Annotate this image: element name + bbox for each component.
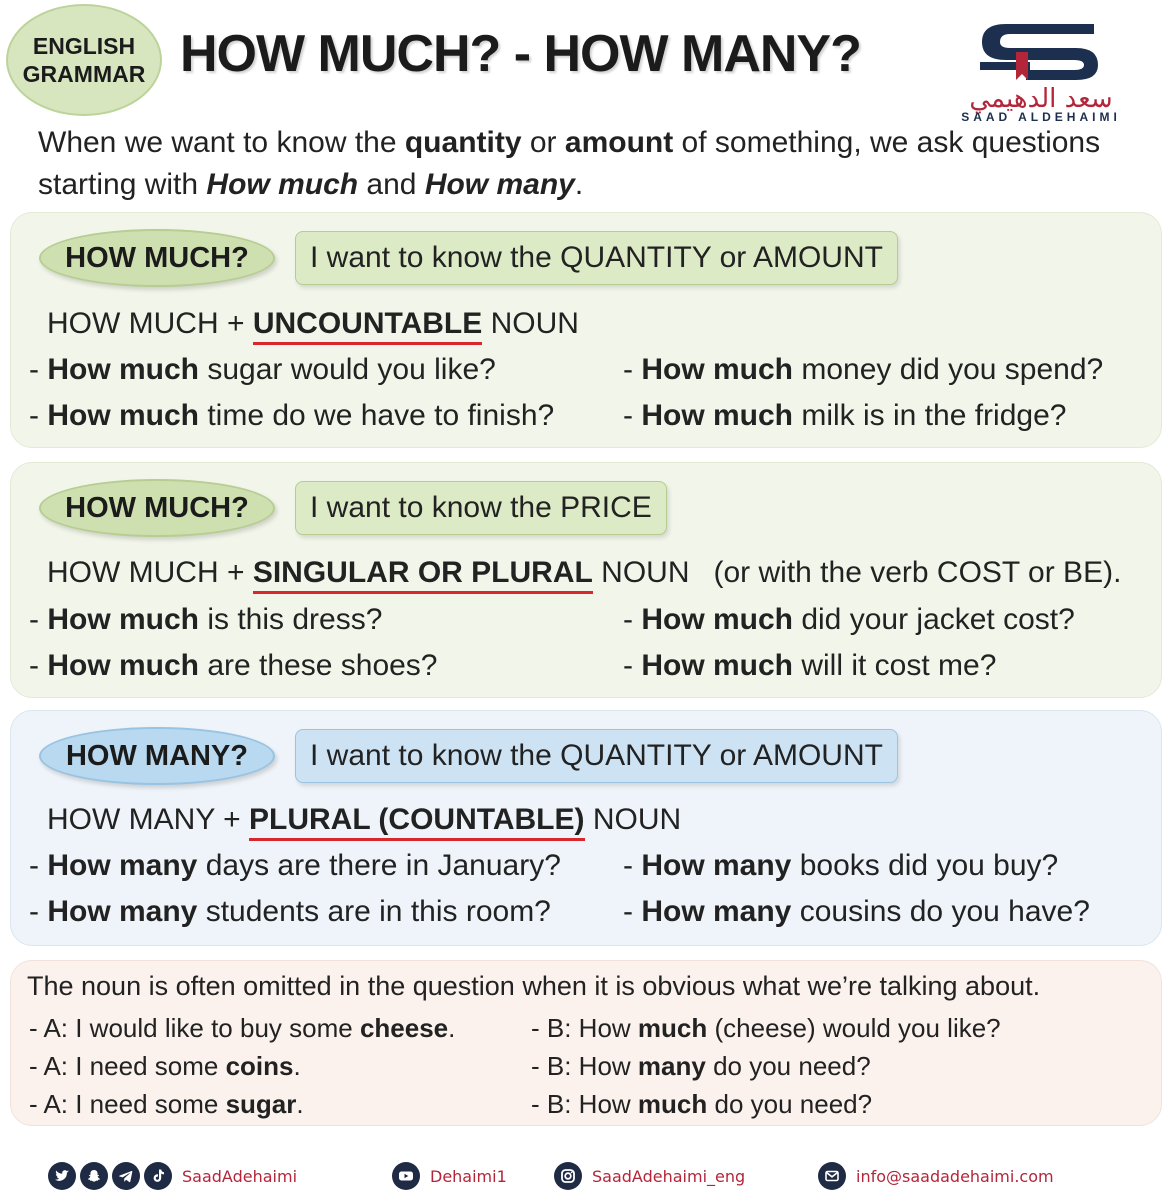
email-address[interactable]: info@saadadehaimi.com bbox=[856, 1166, 1054, 1186]
logo-english-name: SAAD ALDEHAIMI bbox=[961, 110, 1121, 124]
dialogue-b: - B: How much do you need? bbox=[531, 1089, 873, 1119]
twitter-icon[interactable] bbox=[48, 1162, 76, 1190]
section-meaning: I want to know the QUANTITY or AMOUNT bbox=[295, 231, 898, 285]
youtube-handle[interactable]: Dehaimi1 bbox=[430, 1166, 507, 1186]
rule-prefix: HOW MUCH + bbox=[47, 307, 253, 340]
intro-text: or bbox=[521, 126, 565, 159]
example-sentence: - How much is this dress? bbox=[29, 603, 383, 636]
sa-logo-mark-icon bbox=[976, 18, 1102, 84]
intro-text: and bbox=[358, 168, 425, 201]
section-rule bbox=[47, 307, 579, 341]
social-handle[interactable]: SaadAdehaimi bbox=[182, 1166, 298, 1186]
grammar-badge bbox=[6, 4, 162, 116]
example-sentence: - How much money did you spend? bbox=[623, 353, 1104, 386]
intro-bold-amount: amount bbox=[564, 126, 674, 159]
footer-social bbox=[0, 1158, 1172, 1198]
section-meaning: I want to know the PRICE bbox=[295, 481, 667, 535]
example-sentence: - How many days are there in January? bbox=[29, 849, 561, 882]
dialogue-a: - A: I need some coins. bbox=[29, 1051, 301, 1081]
rule-prefix: HOW MUCH + bbox=[47, 556, 253, 589]
rule-prefix: HOW MANY + bbox=[47, 803, 249, 836]
intro-paragraph bbox=[38, 122, 1138, 206]
rule-key: PLURAL (COUNTABLE) bbox=[249, 803, 585, 841]
section-pill: HOW MANY? bbox=[39, 727, 275, 785]
telegram-icon[interactable] bbox=[112, 1162, 140, 1190]
youtube-link[interactable] bbox=[392, 1158, 507, 1194]
rule-key: SINGULAR OR PLURAL bbox=[253, 556, 593, 594]
brand-logo bbox=[918, 16, 1168, 126]
dialogue-b: - B: How much (cheese) would you like? bbox=[531, 1013, 1001, 1043]
tiktok-icon[interactable] bbox=[144, 1162, 172, 1190]
section-how-much-price bbox=[10, 462, 1162, 698]
section-meaning: I want to know the QUANTITY or AMOUNT bbox=[295, 729, 898, 783]
intro-bold-quantity: quantity bbox=[404, 126, 522, 159]
intro-how-many: How many bbox=[424, 168, 575, 201]
dialogue-b: - B: How many do you need? bbox=[531, 1051, 871, 1081]
intro-text: of something, we ask questions starting with bbox=[38, 126, 1101, 201]
instagram-icon[interactable] bbox=[554, 1162, 582, 1190]
section-how-much-quantity bbox=[10, 212, 1162, 448]
rule-key: UNCOUNTABLE bbox=[253, 307, 482, 345]
example-sentence: - How much sugar would you like? bbox=[29, 353, 496, 386]
example-sentence: - How much did your jacket cost? bbox=[623, 603, 1075, 636]
instagram-handle[interactable]: SaadAdehaimi_eng bbox=[592, 1166, 746, 1186]
intro-text: . bbox=[574, 168, 584, 201]
section-rule bbox=[47, 556, 1121, 590]
example-sentence: - How much time do we have to finish? bbox=[29, 399, 555, 432]
rule-suffix: NOUN bbox=[482, 307, 579, 340]
email-link[interactable] bbox=[818, 1158, 1054, 1194]
section-how-many bbox=[10, 710, 1162, 946]
rule-suffix: NOUN bbox=[584, 803, 682, 836]
intro-text: When we want to know the bbox=[38, 126, 405, 159]
section-pill: HOW MUCH? bbox=[39, 479, 275, 537]
mail-icon[interactable] bbox=[818, 1162, 846, 1190]
intro-how-much: How much bbox=[206, 168, 359, 201]
example-sentence: - How much will it cost me? bbox=[623, 649, 997, 682]
page-title: HOW MUCH? - HOW MANY? bbox=[180, 25, 861, 83]
omission-note: The noun is often omitted in the question when it is obvious what we’re talking about. bbox=[27, 971, 1041, 1001]
social-links[interactable] bbox=[48, 1158, 297, 1194]
example-sentence: - How much milk is in the fridge? bbox=[623, 399, 1067, 432]
section-noun-omission bbox=[10, 960, 1162, 1126]
section-pill: HOW MUCH? bbox=[39, 229, 275, 287]
rule-tail: (or with the verb COST or BE). bbox=[713, 556, 1122, 589]
dialogue-a: - A: I need some sugar. bbox=[29, 1089, 304, 1119]
youtube-icon[interactable] bbox=[392, 1162, 420, 1190]
instagram-link[interactable] bbox=[554, 1158, 745, 1194]
badge-line-1: ENGLISH bbox=[32, 33, 136, 59]
badge-line-2: GRAMMAR bbox=[22, 61, 146, 87]
example-sentence: - How many cousins do you have? bbox=[623, 895, 1090, 928]
example-sentence: - How many students are in this room? bbox=[29, 895, 551, 928]
example-sentence: - How much are these shoes? bbox=[29, 649, 438, 682]
logo-arabic-name: سعد الدهيمي bbox=[969, 84, 1113, 114]
example-sentence: - How many books did you buy? bbox=[623, 849, 1059, 882]
dialogue-a: - A: I would like to buy some cheese. bbox=[29, 1013, 456, 1043]
snapchat-icon[interactable] bbox=[80, 1162, 108, 1190]
section-rule bbox=[47, 803, 681, 837]
rule-suffix: NOUN bbox=[592, 556, 690, 589]
